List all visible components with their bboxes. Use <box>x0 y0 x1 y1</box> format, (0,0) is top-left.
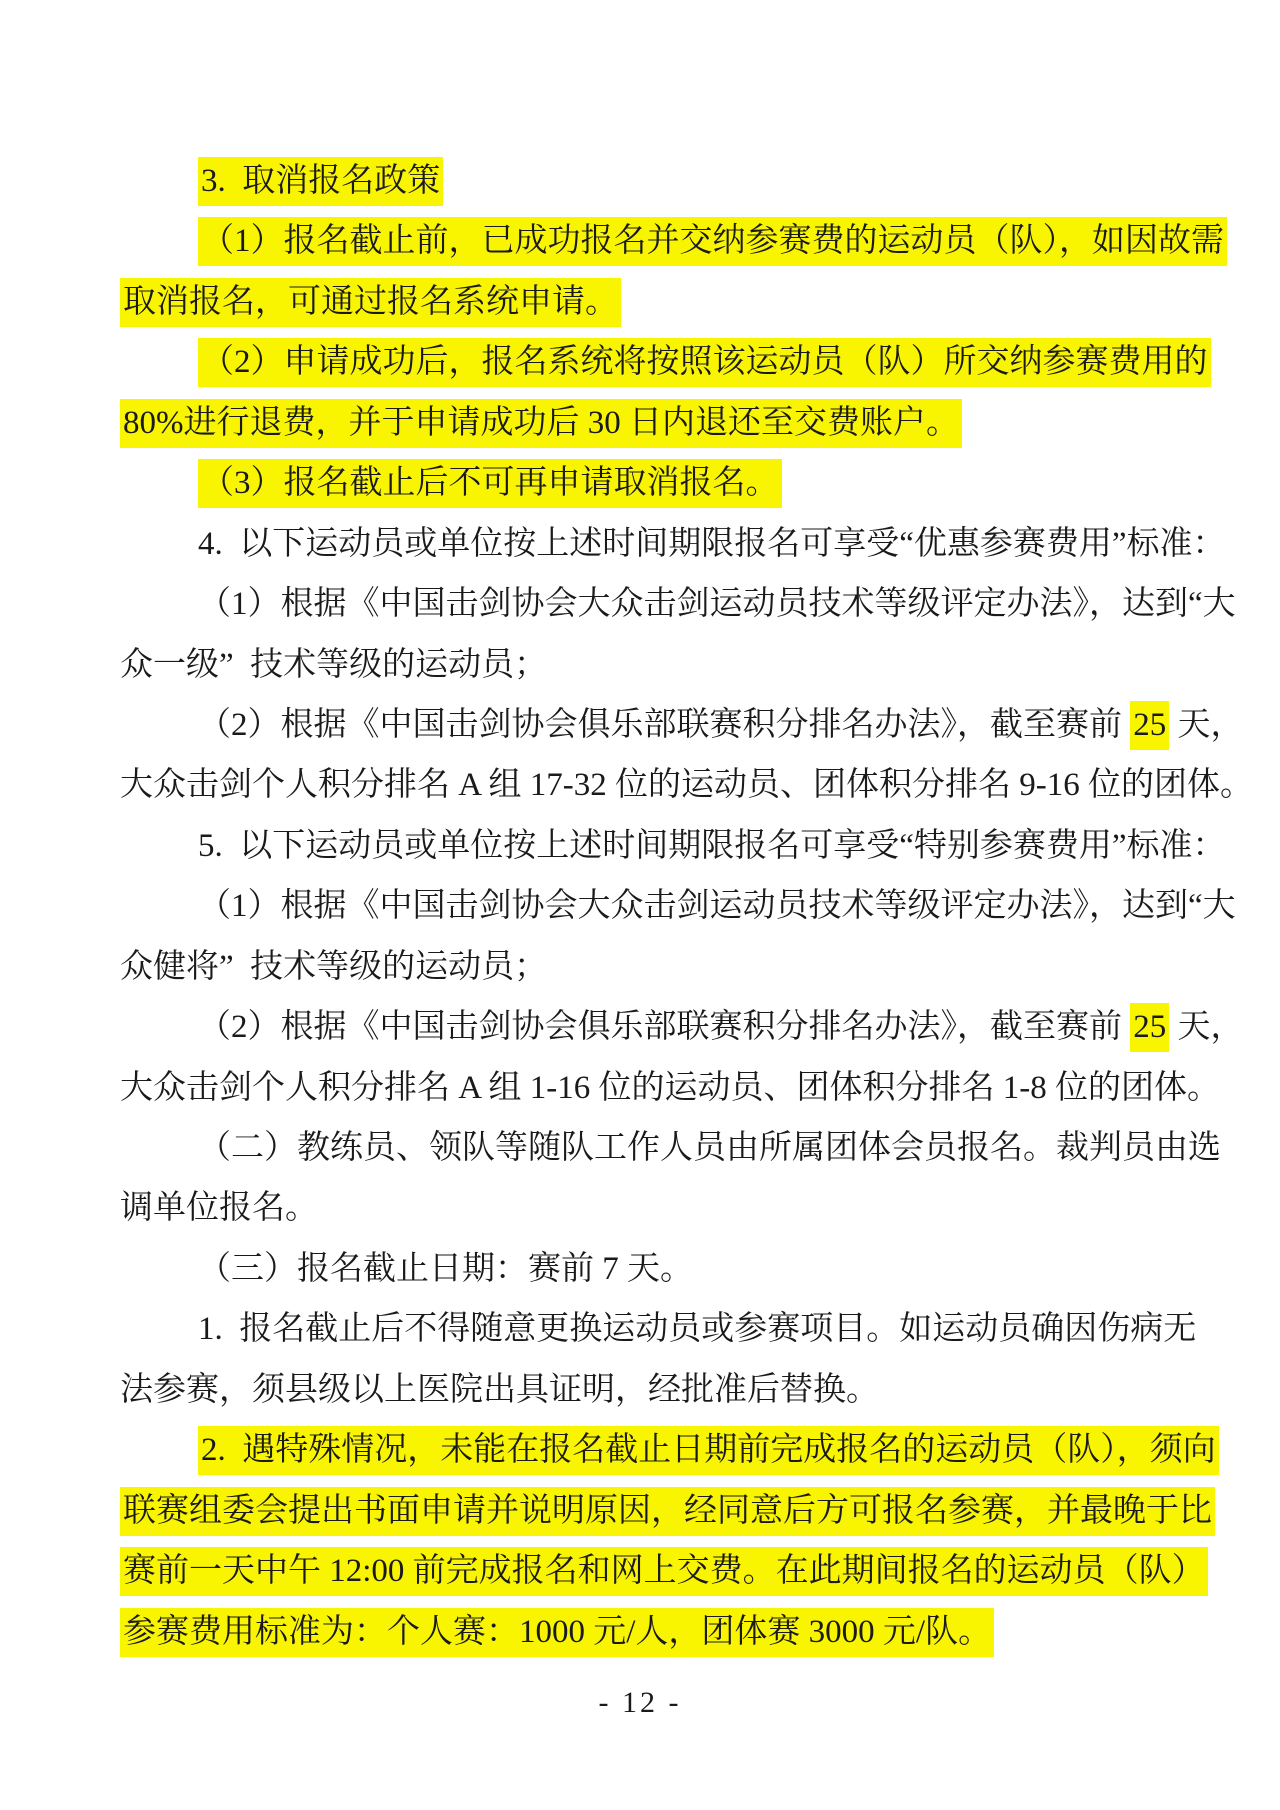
text-line-5 <box>120 393 1158 453</box>
text-line-21 <box>120 1360 1158 1420</box>
highlighted-text: 2. 遇特殊情况，未能在报名截止日期前完成报名的运动员（队），须向 <box>198 1426 1219 1475</box>
text-line-8 <box>120 574 1236 634</box>
plain-text: 调单位报名。 <box>120 1190 318 1227</box>
plain-text: （2）根据《中国击剑协会俱乐部联赛积分排名办法》，截至赛前 <box>198 706 1131 743</box>
text-line-22 <box>120 1420 1216 1480</box>
plain-text: 天， <box>1169 1009 1244 1046</box>
plain-text: 法参赛，须县级以上医院出具证明，经批准后替换。 <box>120 1371 879 1408</box>
highlighted-text: 3. 取消报名政策 <box>198 157 443 206</box>
text-line-23 <box>120 1481 1212 1541</box>
highlighted-text: （1）报名截止前，已成功报名并交纳参赛费的运动员（队），如因故需 <box>198 217 1227 266</box>
highlighted-text: 80%进行退费，并于申请成功后 30 日内退还至交费账户。 <box>120 399 962 448</box>
highlighted-text: 联赛组委会提出书面申请并说明原因，经同意后方可报名参赛，并最晚于比 <box>120 1487 1215 1536</box>
text-line-6 <box>120 453 1158 513</box>
plain-text: （三）报名截止日期：赛前 7 天。 <box>198 1250 693 1287</box>
text-line-9 <box>120 635 1158 695</box>
plain-text: （2）根据《中国击剑协会俱乐部联赛积分排名办法》，截至赛前 <box>198 1009 1131 1046</box>
text-line-20 <box>120 1299 1197 1359</box>
text-line-3 <box>120 272 1158 332</box>
text-line-12 <box>120 816 1226 876</box>
text-line-17 <box>120 1118 1221 1178</box>
text-line-11 <box>120 755 1253 815</box>
text-line-18 <box>120 1178 1158 1238</box>
plain-text: （二）教练员、领队等随队工作人员由所属团体会员报名。裁判员由选 <box>198 1130 1221 1166</box>
text-line-16 <box>120 1058 1220 1118</box>
plain-text: 众健将” 技术等级的运动员； <box>120 948 548 985</box>
highlighted-text: （3）报名截止后不可再申请取消报名。 <box>198 459 782 508</box>
text-line-4 <box>120 332 1208 392</box>
highlighted-text: 赛前一天中午 12:00 前完成报名和网上交费。在此期间报名的运动员（队） <box>120 1547 1208 1596</box>
highlighted-text: （2）申请成功后，报名系统将按照该运动员（队）所交纳参赛费用的 <box>198 338 1211 387</box>
highlighted-text: 25 <box>1130 701 1169 750</box>
page-number: - 12 - <box>598 1686 682 1719</box>
plain-text: 天， <box>1169 706 1244 743</box>
plain-text: 1. 报名截止后不得随意更换运动员或参赛项目。如运动员确因伤病无 <box>198 1311 1197 1348</box>
plain-text: 大众击剑个人积分排名 A 组 1-16 位的运动员、团体积分排名 1-8 位的团体。 <box>120 1069 1220 1106</box>
plain-text: （1）根据《中国击剑协会大众击剑运动员技术等级评定办法》，达到“大 <box>198 586 1236 623</box>
plain-text: 大众击剑个人积分排名 A 组 17-32 位的运动员、团体积分排名 9-16 位的团体。 <box>120 767 1253 804</box>
text-line-14 <box>120 937 1158 997</box>
text-line-2 <box>120 211 1224 271</box>
plain-text: 5. 以下运动员或单位按上述时间期限报名可享受“特别参赛费用”标准： <box>198 827 1226 864</box>
text-line-24 <box>120 1541 1205 1601</box>
text-line-25 <box>120 1602 1158 1662</box>
text-line-7 <box>120 514 1226 574</box>
plain-text: 4. 以下运动员或单位按上述时间期限报名可享受“优惠参赛费用”标准： <box>198 525 1226 562</box>
plain-text: 众一级” 技术等级的运动员； <box>120 646 548 683</box>
text-line-15 <box>120 997 1244 1057</box>
highlighted-text: 取消报名，可通过报名系统申请。 <box>120 278 621 327</box>
highlighted-text: 25 <box>1130 1003 1169 1052</box>
text-line-13 <box>120 876 1236 936</box>
plain-text: （1）根据《中国击剑协会大众击剑运动员技术等级评定办法》，达到“大 <box>198 888 1236 925</box>
text-line-1 <box>120 151 1158 211</box>
highlighted-text: 参赛费用标准为：个人赛：1000 元/人，团体赛 3000 元/队。 <box>120 1608 994 1657</box>
document-body <box>120 151 1253 1662</box>
text-line-10 <box>120 695 1244 755</box>
text-line-19 <box>120 1239 1158 1299</box>
